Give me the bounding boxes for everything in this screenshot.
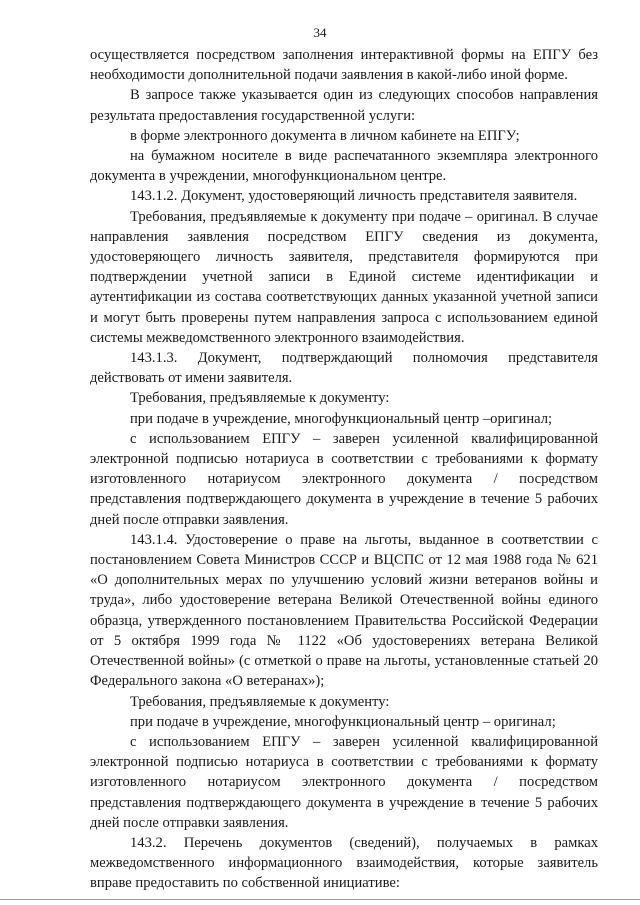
paragraph: В запросе также указывается один из следующих способов направления результата предоставления государственной услуги: — [90, 87, 598, 124]
paragraph: осуществляется посредством заполнения интерактивной формы на ЕПГУ без необходимости дополнительной подачи заявления в какой-либо иной форме. — [90, 47, 598, 84]
paragraph: на бумажном носителе в виде распечатанного экземпляра электронного документа в учреждении, многофункциональном центре. — [90, 148, 598, 185]
paragraph: Требования, предъявляемые к документу: — [130, 390, 390, 407]
paragraph: в форме электронного документа в личном кабинете на ЕПГУ; — [130, 127, 520, 144]
document-body — [90, 45, 598, 894]
paragraph: Требования, предъявляемые к документу при подаче – оригинал. В случае направления заявления посредством ЕПГУ сведения из документа, удостоверяющего личность заявителя, представителя формируются при подтверждении учетной записи в Единой системе идентификации и аутентификации из состава соответствующих данных указанной учетной записи и могут быть проверены путем направления запроса с использованием единой системы межведомственного электронного взаимодействия. — [90, 208, 598, 346]
paragraph: 143.1.3. Документ, подтверждающий полномочия представителя действовать от имени заявителя. — [90, 350, 598, 387]
paragraph: при подаче в учреждение, многофункциональный центр –оригинал; — [130, 410, 553, 427]
paragraph: 143.1.4. Удостоверение о праве на льготы, выданное в соответствии с постановлением Совета Министров СССР и ВЦСПС от 12 мая 1988 года № 621 «О дополнительных мерах по улучшению условий жизни ветеранов войны и труда», либо удостоверение ветерана Великой Отечественной войны единого образца, утвержденного постановлением Правительства Российской Федерации от 5 октября 1999 года № 1122 «Об удостоверениях ветерана Великой Отечественной войны» (с отметкой о праве на льготы, установленные статьей 20 Федерального закона «О ветеранах»); — [90, 531, 598, 690]
paragraph: с использованием ЕПГУ – заверен усиленной квалифицированной электронной подписью нотариуса в соответствии с требованиями к формату изготовленного нотариусом электронного документа / посредством представления подтверждающего документа в учреждение в течение 5 рабочих дней после отправки заявления. — [90, 430, 598, 528]
paragraph: с использованием ЕПГУ – заверен усиленной квалифицированной электронной подписью нотариуса в соответствии с требованиями к формату изготовленного нотариусом электронного документа / посредством представления подтверждающего документа в учреждение в течение 5 рабочих дней после отправки заявления. — [90, 733, 598, 831]
paragraph: 143.1.2. Документ, удостоверяющий личность представителя заявителя. — [130, 188, 578, 205]
paragraph: при подаче в учреждение, многофункциональный центр – оригинал; — [130, 713, 556, 730]
page-bottom-rule — [0, 899, 640, 900]
page-number: 34 — [313, 25, 327, 40]
paragraph: 143.2. Перечень документов (сведений), получаемых в рамках межведомственного информационного взаимодействия, которые заявитель вправе предоставить по собственной инициативе: — [90, 834, 598, 892]
paragraph: Требования, предъявляемые к документу: — [130, 693, 390, 710]
